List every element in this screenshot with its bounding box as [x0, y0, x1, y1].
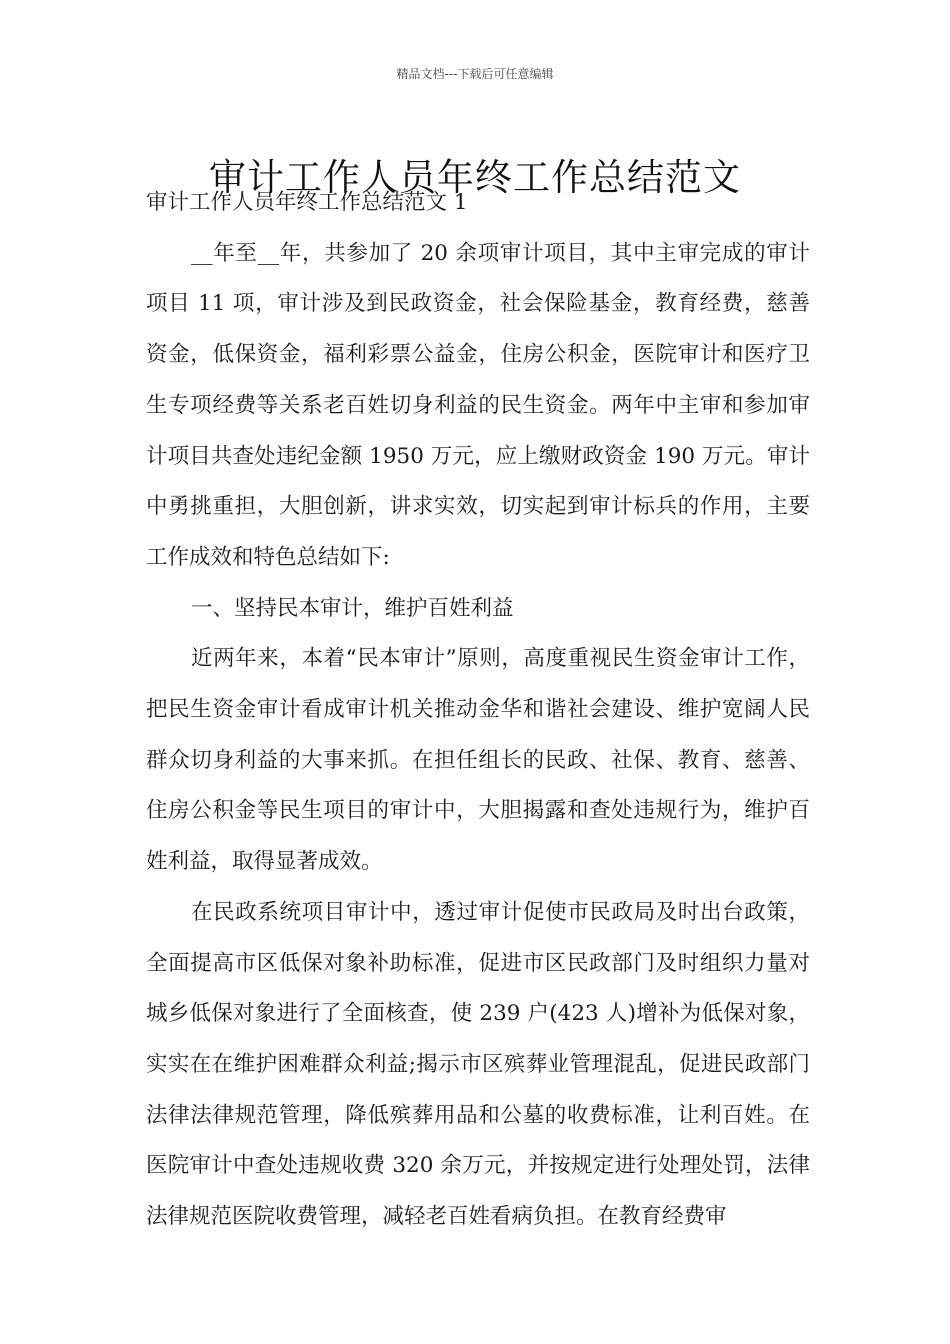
document-body — [146, 178, 810, 1243]
paragraph-intro: __年至__年，共参加了 20 余项审计项目，其中主审完成的审计项目 11 项，审计涉及到民政资金，社会保险基金，教育经费，慈善资金，低保资金，福利彩票公益金，住房公积金，医院审计和医疗卫生专项经费等关系老百姓切身利益的民生资金。两年中主审和参加审计项目共查处违纪金额 1950 万元，应上缴财政资金 190 万元。审计中勇挑重担，大胆创新，讲求实效，切实起到审计标兵的作用，主要工作成效和特色总结如下: — [146, 240, 810, 570]
document-title: 审计工作人员年终工作总结范文 — [209, 155, 741, 199]
section-heading: 一、坚持民本审计，维护百姓利益 — [191, 595, 514, 621]
page-header: 精品文档---下载后可任意编辑 — [396, 67, 554, 81]
section-subtitle: 审计工作人员年终工作总结范文 1 — [146, 190, 468, 215]
paragraph-civil-affairs: 在民政系统项目审计中，透过审计促使市民政局及时出台政策，全面提高市区低保对象补助标准，促进市区民政部门及时组织力量对城乡低保对象进行了全面核查，使 239 户(423 人)增补为低保对象，实实在在维护困难群众利益;揭示市区殡葬业管理混乱，促进民政部门法律法律规范管理，降低殡葬用品和公墓的收费标准，让利百姓。在医院审计中查处违规收费 320 余万元，并按规定进行处理处罚，法律法律规范医院收费管理，减轻老百姓看病负担。在教育经费审 — [146, 899, 810, 1230]
paragraph-people-first: 近两年来，本着“民本审计”原则，高度重视民生资金审计工作，把民生资金审计看成审计机关推动金华和谐社会建设、维护宽阔人民群众切身利益的大事来抓。在担任组长的民政、社保、教育、慈善、住房公积金等民生项目的审计中，大胆揭露和查处违规行为，维护百姓利益，取得显著成效。 — [146, 646, 810, 875]
